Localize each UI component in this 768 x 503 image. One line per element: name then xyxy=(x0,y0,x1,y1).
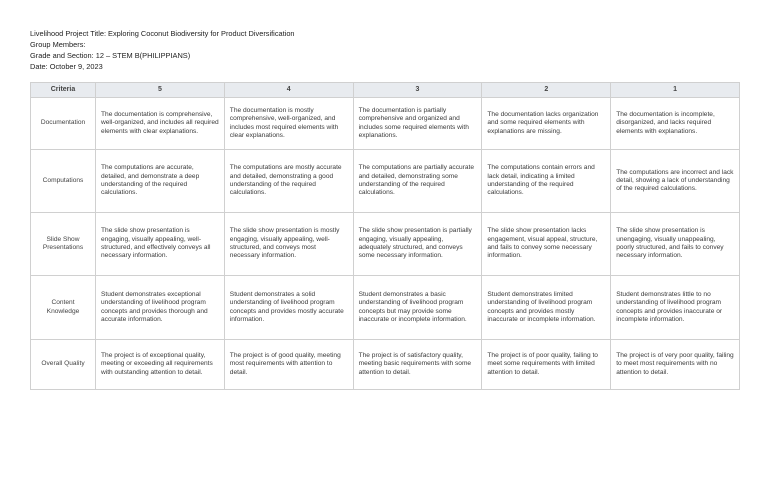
descriptor-cell: The slide show presentation is partially engaging, visually appealing, adequately structured, and conveys some necessary information. xyxy=(353,213,482,276)
descriptor-cell: The slide show presentation is mostly engaging, visually appealing, well-structured, and conveys most necessary information. xyxy=(224,213,353,276)
header-score-2: 2 xyxy=(482,83,611,98)
descriptor-cell: The documentation is mostly comprehensive, well-organized, and includes most required elements with clear explanations. xyxy=(224,98,353,150)
criteria-cell: Computations xyxy=(31,150,96,213)
criteria-cell: Documentation xyxy=(31,98,96,150)
table-row-documentation xyxy=(31,98,740,150)
header-score-3: 3 xyxy=(353,83,482,98)
descriptor-cell: The computations are accurate, detailed, and demonstrate a deep understanding of the required calculations. xyxy=(96,150,225,213)
descriptor-cell: The computations contain errors and lack detail, indicating a limited understanding of the required calculations. xyxy=(482,150,611,213)
document-date: Date: October 9, 2023 xyxy=(30,62,103,71)
descriptor-cell: The slide show presentation lacks engagement, visual appeal, structure, and fails to convey some necessary information. xyxy=(482,213,611,276)
descriptor-cell: The project is of satisfactory quality, meeting basic requirements with some attention to detail. xyxy=(353,340,482,390)
header-score-4: 4 xyxy=(224,83,353,98)
rubric-body xyxy=(31,98,740,390)
descriptor-cell: The project is of exceptional quality, meeting or exceeding all requirements with outstanding attention to detail. xyxy=(96,340,225,390)
rubric-table xyxy=(30,82,740,390)
descriptor-cell: Student demonstrates exceptional understanding of livelihood program concepts and provides thorough and accurate information. xyxy=(96,276,225,340)
descriptor-cell: The computations are partially accurate and detailed, demonstrating some understanding of the required calculations. xyxy=(353,150,482,213)
descriptor-cell: Student demonstrates limited understanding of livelihood program concepts and provides mostly inaccurate or incomplete information. xyxy=(482,276,611,340)
table-row-overall-quality xyxy=(31,340,740,390)
table-row-slide-show-presentations xyxy=(31,213,740,276)
descriptor-cell: The computations are mostly accurate and detailed, demonstrating a good understanding of the required calculations. xyxy=(224,150,353,213)
grade-and-section: Grade and Section: 12 – STEM B(PHILIPPIANS) xyxy=(30,51,191,60)
descriptor-cell: Student demonstrates a solid understanding of livelihood program concepts and provides mostly accurate information. xyxy=(224,276,353,340)
descriptor-cell: The documentation is comprehensive, well-organized, and includes all required elements with clear explanations. xyxy=(96,98,225,150)
document-header xyxy=(30,28,295,72)
header-criteria: Criteria xyxy=(31,83,96,98)
table-row-computations xyxy=(31,150,740,213)
descriptor-cell: The documentation lacks organization and some required elements with explanations are missing. xyxy=(482,98,611,150)
descriptor-cell: The slide show presentation is unengaging, visually unappealing, poorly structured, and fails to convey necessary information. xyxy=(611,213,740,276)
descriptor-cell: The slide show presentation is engaging, visually appealing, well-structured, and effectively conveys all necessary information. xyxy=(96,213,225,276)
descriptor-cell: The project is of good quality, meeting most requirements with attention to detail. xyxy=(224,340,353,390)
criteria-cell: Overall Quality xyxy=(31,340,96,390)
descriptor-cell: The computations are incorrect and lack detail, showing a lack of understanding of the required calculations. xyxy=(611,150,740,213)
header-score-1: 1 xyxy=(611,83,740,98)
descriptor-cell: The project is of very poor quality, failing to meet most requirements with no attention to detail. xyxy=(611,340,740,390)
criteria-cell: Slide Show Presentations xyxy=(31,213,96,276)
header-score-5: 5 xyxy=(96,83,225,98)
descriptor-cell: Student demonstrates a basic understanding of livelihood program concepts but may provide some inaccurate or incomplete information. xyxy=(353,276,482,340)
rubric-header xyxy=(31,83,740,98)
descriptor-cell: The project is of poor quality, failing to meet some requirements with limited attention to detail. xyxy=(482,340,611,390)
header-row xyxy=(31,83,740,98)
descriptor-cell: The documentation is incomplete, disorganized, and lacks required elements with explanations. xyxy=(611,98,740,150)
descriptor-cell: The documentation is partially comprehensive and organized and includes some required elements with explanations. xyxy=(353,98,482,150)
table-row-content-knowledge xyxy=(31,276,740,340)
descriptor-cell: Student demonstrates little to no understanding of livelihood program concepts and provides inaccurate or incomplete information. xyxy=(611,276,740,340)
project-title: Livelihood Project Title: Exploring Coconut Biodiversity for Product Diversification xyxy=(30,29,295,38)
criteria-cell: Content Knowledge xyxy=(31,276,96,340)
group-members-label: Group Members: xyxy=(30,40,86,49)
